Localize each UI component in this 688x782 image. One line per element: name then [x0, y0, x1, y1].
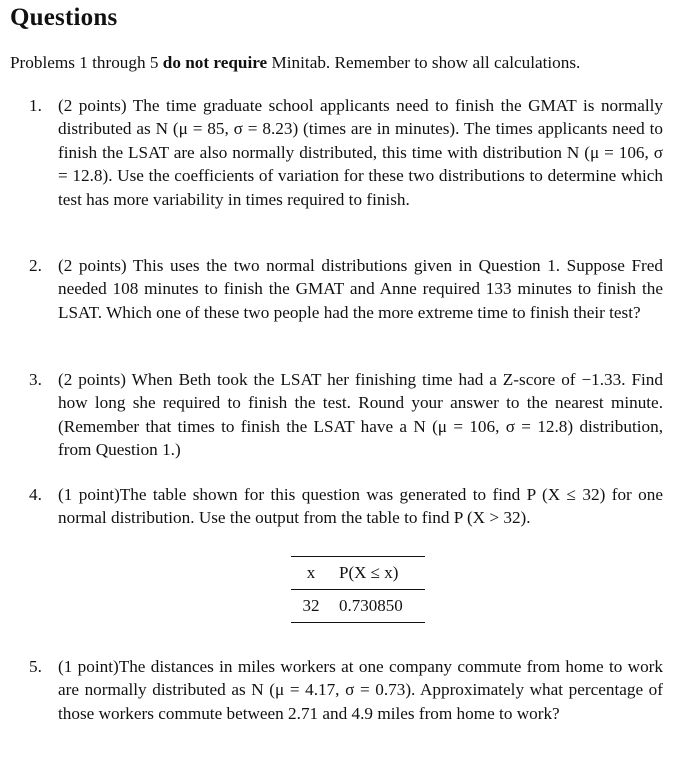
intro-through: through [87, 53, 150, 72]
table-cell-probability: 0.730850 [339, 596, 403, 615]
question-text: (2 points) This uses the two normal distributions given in Question 1. Suppose Fred needed 108 minutes to finish the GMAT and Anne required 133 minutes to finish the LSAT. Which one of these two people had the more extreme time to finish their test? [58, 256, 663, 322]
table-header-probability: P(X ≤ x) [339, 563, 399, 582]
table-cell-x: 32 [302, 596, 320, 615]
intro-range-end: 5 [149, 53, 159, 72]
question-number: 5. [29, 657, 42, 676]
question-text: (1 point)The distances in miles workers at one company commute from home to work are normally distributed as N (μ = 4.17, σ = 0.73). Approximately what percentage of those workers commute between 2.71 and 4.9 miles from home to work? [58, 657, 663, 723]
intro-paragraph [10, 52, 680, 74]
intro-text-start: Problems [10, 53, 80, 72]
question-number: 4. [29, 485, 42, 504]
table-header-x: x [306, 563, 316, 582]
question-item [29, 655, 663, 725]
question-item [29, 254, 663, 324]
table-header-row [291, 557, 425, 590]
question-text: (1 point)The table shown for this question was generated to find P (X ≤ 32) for one normal distribution. Use the output from the table to find P (X > 32). [58, 485, 663, 528]
question-item [29, 94, 663, 211]
question-item [29, 483, 663, 530]
page-title: Questions [10, 4, 118, 31]
question-number: 2. [29, 256, 42, 275]
intro-range-start: 1 [79, 53, 88, 72]
intro-text-end: Minitab. Remember to show all calculations. [267, 53, 581, 72]
question-number: 1. [29, 96, 42, 115]
probability-table [291, 556, 425, 623]
question-item [29, 368, 663, 462]
intro-emphasis: do not require [162, 53, 268, 72]
question-text: (2 points) The time graduate school applicants need to finish the GMAT is normally distributed as N (μ = 85, σ = 8.23) (times are in minutes). The times applicants need to finish the LSAT are also normally distributed, this time with distribution N (μ = 106, σ = 12.8). Use the coefficients of variation for these two distributions to determine which test has more variability in times required to finish. [58, 96, 663, 209]
question-number: 3. [29, 370, 42, 389]
question-text: (2 points) When Beth took the LSAT her finishing time had a Z-score of −1.33. Find how long she required to finish the test. Round your answer to the nearest minute. (Remember that times to finish the LSAT have a N (μ = 106, σ = 12.8) distribution, from Question 1.) [58, 370, 663, 460]
table-row [291, 590, 425, 623]
